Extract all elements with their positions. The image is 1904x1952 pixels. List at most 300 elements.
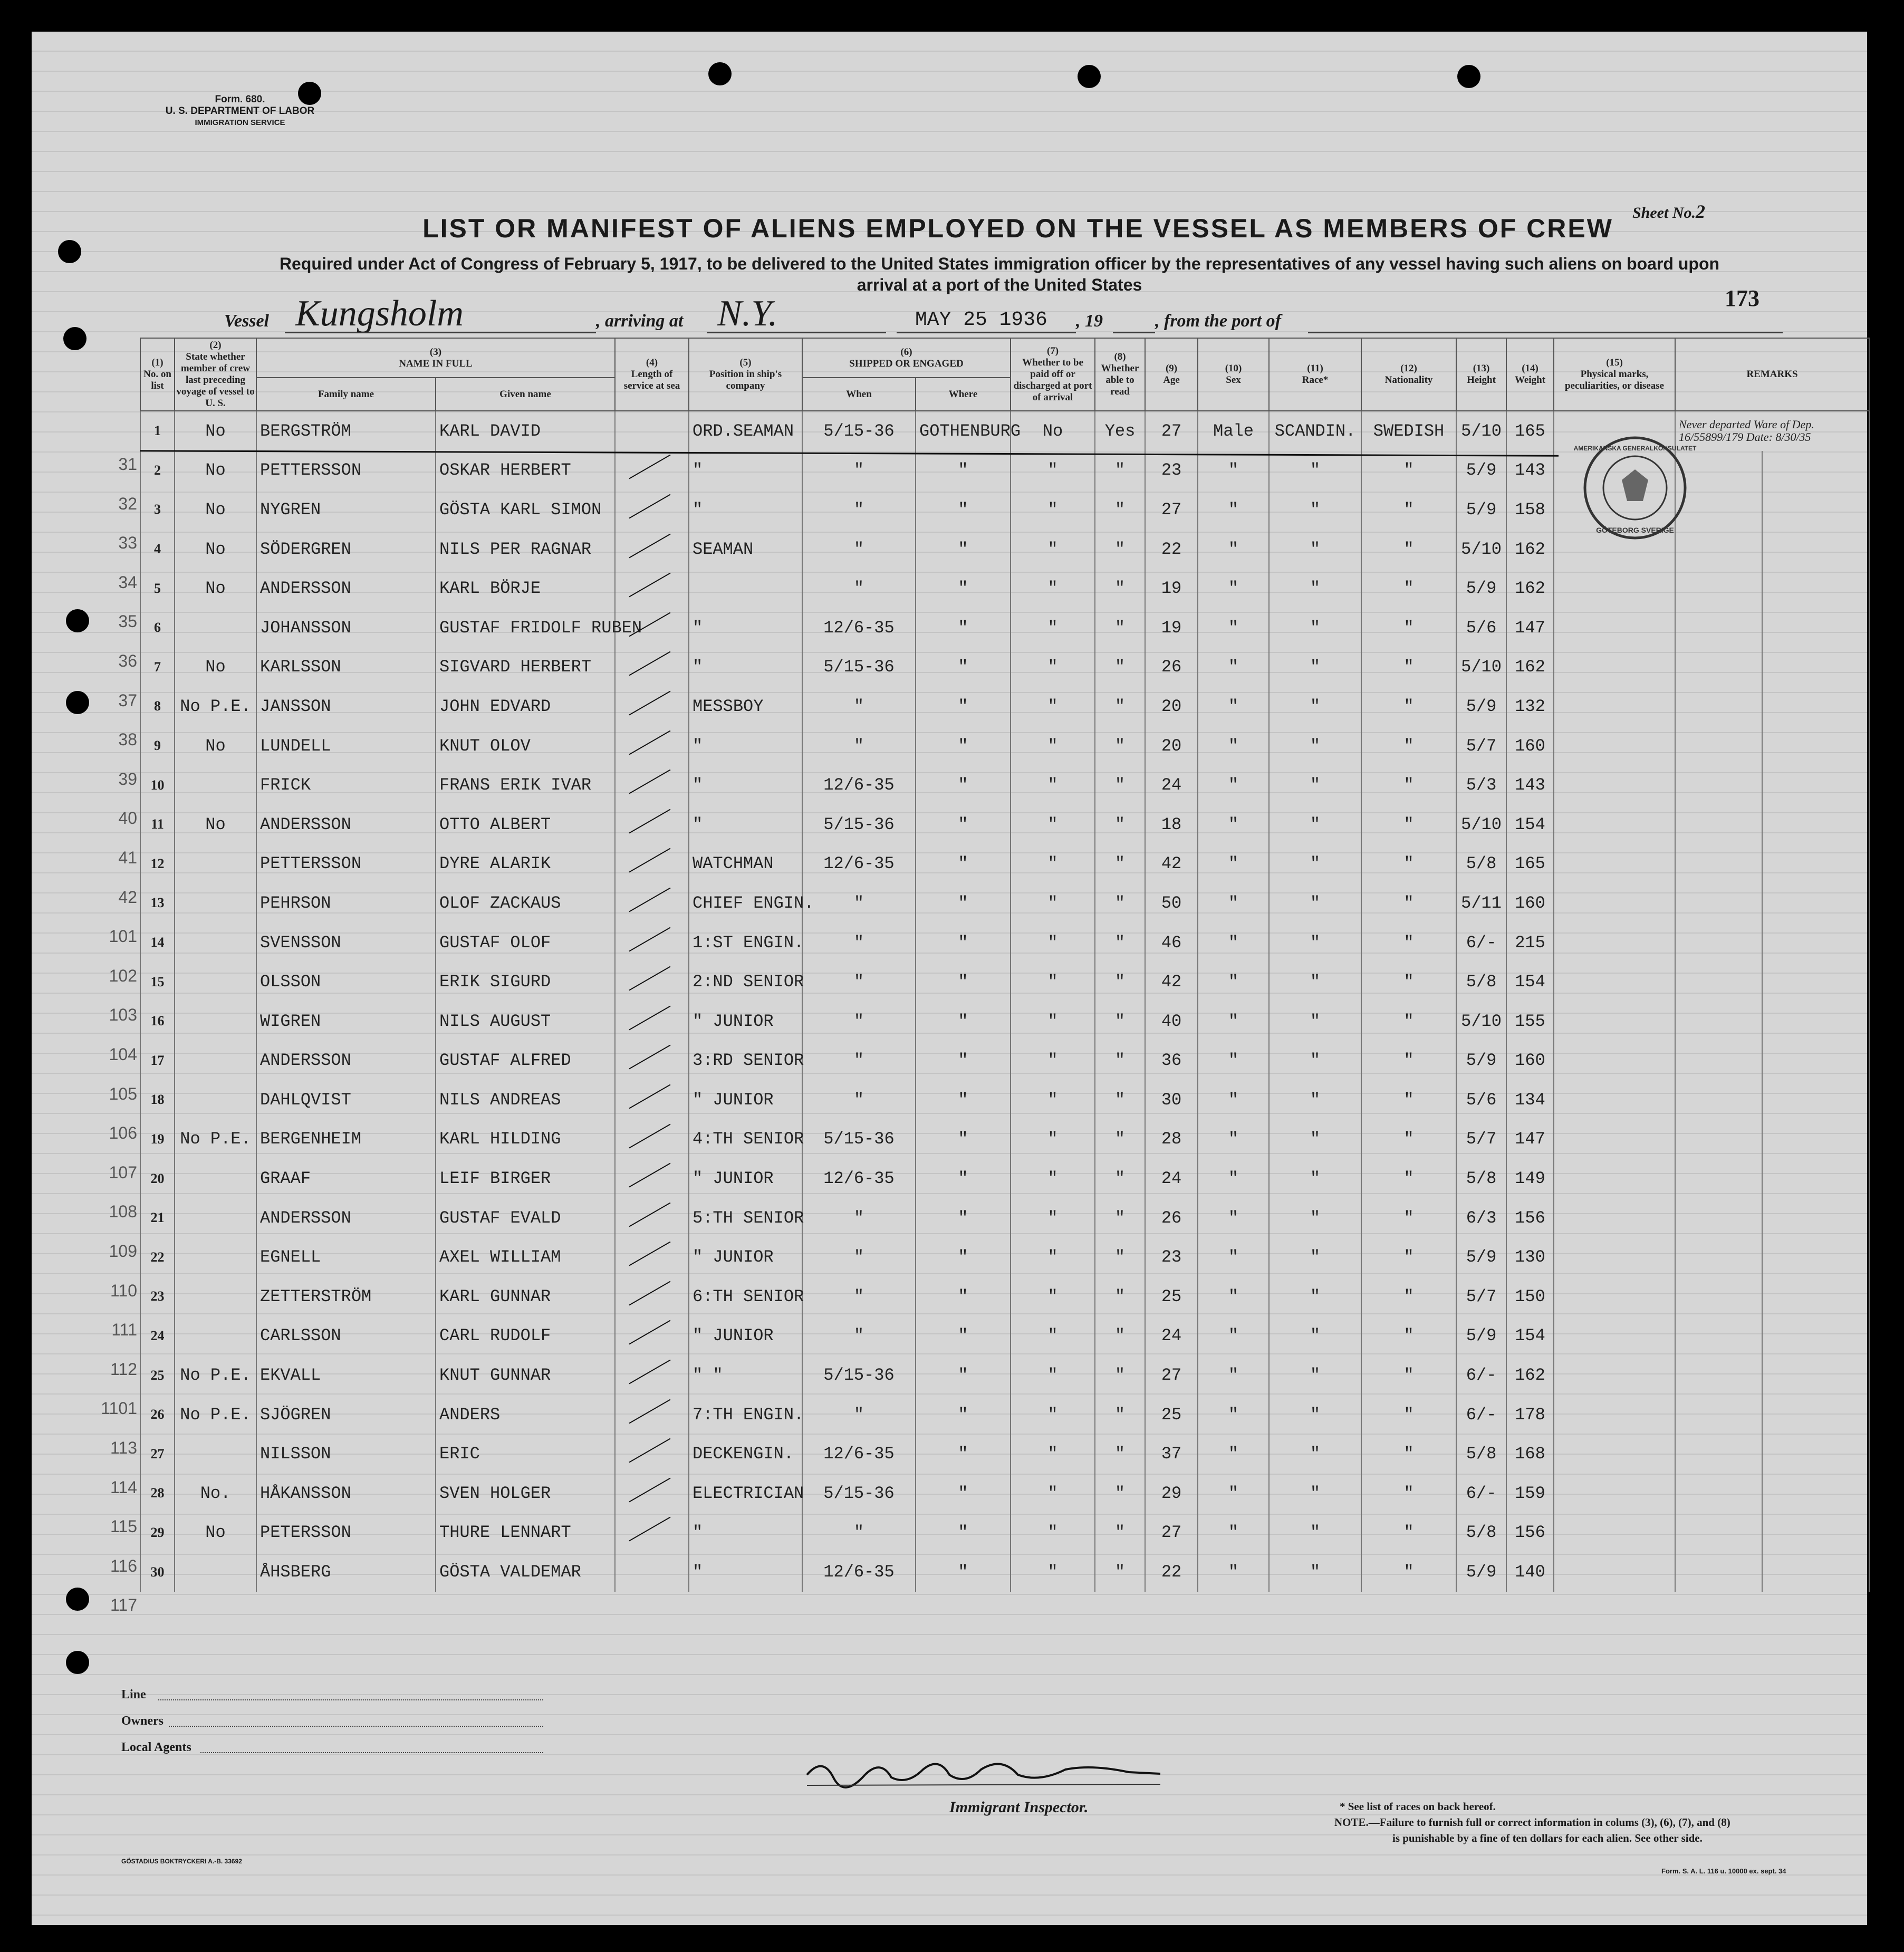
cell-sex: " (1198, 1395, 1269, 1435)
inspector-label: Immigrant Inspector. (949, 1799, 1089, 1816)
cell-shipped-when: " (802, 451, 916, 491)
cell-sex: " (1198, 608, 1269, 648)
form-code: Form. S. A. L. 116 u. 10000 ex. sept. 34 (1661, 1867, 1786, 1875)
cell-remarks (1675, 1355, 1762, 1395)
cell-physical-marks (1554, 844, 1675, 884)
cell-shipped-when: " (802, 726, 916, 766)
cell-able-to-read: " (1095, 1080, 1145, 1120)
cell-shipped-when: 5/15-36 (802, 411, 916, 451)
cell-remarks-extra (1762, 569, 1869, 608)
cell-nationality: " (1361, 1237, 1456, 1277)
cell-height: 5/9 (1456, 490, 1506, 530)
margin-number: 35 (118, 612, 137, 631)
document-title: LIST OR MANIFEST OF ALIENS EMPLOYED ON THE VESSEL AS MEMBERS OF CREW (422, 214, 1613, 243)
service-tick (629, 573, 671, 598)
cell-remarks-extra (1762, 1316, 1869, 1356)
cell-paid-off: " (1011, 530, 1095, 569)
cell-physical-marks (1554, 1316, 1675, 1356)
margin-number: 101 (109, 927, 137, 946)
cell-remarks (1675, 1198, 1762, 1238)
cell-given-name: GÖSTA VALDEMAR (436, 1552, 615, 1592)
cell-shipped-where: " (916, 530, 1011, 569)
margin-number: 109 (109, 1242, 137, 1261)
cell-sex: " (1198, 569, 1269, 608)
cell-able-to-read: " (1095, 1395, 1145, 1435)
cell-shipped-where: " (916, 1513, 1011, 1553)
cell-weight: 168 (1506, 1434, 1554, 1474)
cell-length-of-service (615, 648, 689, 687)
service-tick (629, 1163, 671, 1188)
service-tick (629, 691, 671, 716)
cell-remarks (1675, 608, 1762, 648)
cell-given-name: CARL RUDOLF (436, 1316, 615, 1356)
cell-nationality: " (1361, 962, 1456, 1002)
cell-previous-voyage (175, 1080, 256, 1120)
service-tick (629, 651, 671, 676)
cell-race: " (1269, 805, 1361, 844)
col-sex: (10) Sex (1198, 338, 1269, 411)
cell-paid-off: " (1011, 1002, 1095, 1041)
margin-number: 104 (109, 1045, 137, 1064)
cell-family-name: DAHLQVIST (256, 1080, 436, 1120)
service-name: IMMIGRATION SERVICE (195, 118, 285, 127)
cell-row-number: 23 (140, 1277, 175, 1316)
service-tick (629, 1202, 671, 1227)
inspector-signature (791, 1754, 1171, 1791)
table-row (140, 1041, 1869, 1081)
margin-number: 41 (118, 848, 137, 867)
cell-race: " (1269, 1120, 1361, 1159)
col-number-on-list: (1) No. on list (140, 338, 175, 411)
cell-length-of-service (615, 1316, 689, 1356)
margin-number: 111 (111, 1320, 137, 1340)
cell-shipped-where: " (916, 1552, 1011, 1592)
cell-previous-voyage (175, 1434, 256, 1474)
cell-length-of-service (615, 883, 689, 923)
cell-remarks (1675, 1159, 1762, 1198)
sheet-label: Sheet No. (1632, 204, 1696, 222)
cell-shipped-where: " (916, 1316, 1011, 1356)
cell-given-name: KARL HILDING (436, 1120, 615, 1159)
table-row (140, 844, 1869, 884)
service-tick (629, 1084, 671, 1109)
col-remarks: REMARKS (1675, 338, 1869, 411)
service-tick (629, 730, 671, 755)
cell-remarks-extra (1762, 962, 1869, 1002)
service-tick (629, 966, 671, 991)
cell-paid-off: " (1011, 923, 1095, 963)
table-row (140, 962, 1869, 1002)
cell-weight: 162 (1506, 569, 1554, 608)
cell-shipped-where: " (916, 687, 1011, 726)
cell-shipped-when: 5/15-36 (802, 648, 916, 687)
margin-number: 103 (109, 1005, 137, 1025)
cell-nationality: " (1361, 765, 1456, 805)
cell-physical-marks (1554, 687, 1675, 726)
margin-number: 37 (118, 690, 137, 710)
cell-shipped-where: " (916, 726, 1011, 766)
cell-remarks (1675, 1513, 1762, 1553)
cell-physical-marks (1554, 962, 1675, 1002)
table-row (140, 1434, 1869, 1474)
cell-paid-off: " (1011, 1434, 1095, 1474)
cell-length-of-service (615, 1277, 689, 1316)
cell-age: 23 (1145, 1237, 1198, 1277)
cell-shipped-where: " (916, 883, 1011, 923)
cell-sex: " (1198, 648, 1269, 687)
cell-height: 6/- (1456, 1474, 1506, 1513)
cell-previous-voyage: No (175, 530, 256, 569)
cell-physical-marks (1554, 1474, 1675, 1513)
cell-race: " (1269, 1316, 1361, 1356)
cell-given-name: THURE LENNART (436, 1513, 615, 1553)
cell-able-to-read: " (1095, 883, 1145, 923)
col-length-of-service: (4) Length of service at sea (615, 338, 689, 411)
cell-remarks (1675, 1041, 1762, 1081)
cell-height: 5/9 (1456, 1552, 1506, 1592)
cell-sex: " (1198, 844, 1269, 884)
subtitle-line-2: arrival at a port of the United States (857, 275, 1142, 294)
cell-physical-marks (1554, 1355, 1675, 1395)
cell-able-to-read: " (1095, 726, 1145, 766)
margin-number: 115 (110, 1517, 137, 1536)
cell-family-name: PETTERSSON (256, 451, 436, 491)
cell-weight: 147 (1506, 608, 1554, 648)
cell-shipped-where: " (916, 1474, 1011, 1513)
cell-remarks (1675, 1316, 1762, 1356)
cell-shipped-when: " (802, 490, 916, 530)
cell-length-of-service (615, 1120, 689, 1159)
cell-height: 5/8 (1456, 1434, 1506, 1474)
cell-nationality: " (1361, 1552, 1456, 1592)
cell-length-of-service (615, 569, 689, 608)
cell-physical-marks (1554, 608, 1675, 648)
cell-height: 5/7 (1456, 726, 1506, 766)
page-number: 173 (1725, 285, 1759, 311)
cell-height: 5/8 (1456, 1159, 1506, 1198)
cell-position (689, 569, 802, 608)
cell-age: 24 (1145, 765, 1198, 805)
cell-nationality: " (1361, 726, 1456, 766)
cell-age: 40 (1145, 1002, 1198, 1041)
cell-paid-off: " (1011, 1552, 1095, 1592)
cell-shipped-when: 12/6-35 (802, 608, 916, 648)
cell-length-of-service (615, 962, 689, 1002)
cell-nationality: " (1361, 569, 1456, 608)
cell-height: 5/11 (1456, 883, 1506, 923)
cell-shipped-when: " (802, 1080, 916, 1120)
cell-age: 30 (1145, 1080, 1198, 1120)
line-label: Line (121, 1688, 146, 1701)
cell-shipped-when: " (802, 1237, 916, 1277)
cell-height: 5/8 (1456, 844, 1506, 884)
cell-row-number: 6 (140, 608, 175, 648)
col-name-in-full: (3) NAME IN FULL (256, 338, 615, 378)
cell-remarks-extra (1762, 687, 1869, 726)
cell-paid-off: " (1011, 962, 1095, 1002)
cell-physical-marks (1554, 1080, 1675, 1120)
cell-given-name: JOHN EDVARD (436, 687, 615, 726)
col-shipped-engaged: (6) SHIPPED OR ENGAGED (802, 338, 1011, 378)
cell-given-name: GUSTAF OLOF (436, 923, 615, 963)
cell-able-to-read: " (1095, 1355, 1145, 1395)
cell-physical-marks (1554, 1002, 1675, 1041)
cell-nationality: " (1361, 1395, 1456, 1435)
cell-position: 7:TH ENGIN. (689, 1395, 802, 1435)
cell-able-to-read: " (1095, 687, 1145, 726)
cell-row-number: 22 (140, 1237, 175, 1277)
cell-length-of-service (615, 1434, 689, 1474)
cell-age: 24 (1145, 1159, 1198, 1198)
margin-number: 36 (118, 651, 137, 670)
cell-weight: 165 (1506, 411, 1554, 451)
cell-race: " (1269, 1080, 1361, 1120)
cell-row-number: 16 (140, 1002, 175, 1041)
cell-paid-off: " (1011, 1395, 1095, 1435)
table-row (140, 1237, 1869, 1277)
cell-shipped-where: " (916, 1080, 1011, 1120)
cell-family-name: ZETTERSTRÖM (256, 1277, 436, 1316)
table-row (140, 687, 1869, 726)
service-tick (629, 1517, 671, 1542)
cell-row-number: 26 (140, 1395, 175, 1435)
table-row (140, 1002, 1869, 1041)
cell-remarks (1675, 648, 1762, 687)
cell-paid-off: " (1011, 1120, 1095, 1159)
cell-sex: " (1198, 765, 1269, 805)
cell-remarks (1675, 726, 1762, 766)
cell-remarks-extra (1762, 1159, 1869, 1198)
cell-nationality: " (1361, 687, 1456, 726)
cell-able-to-read: " (1095, 1198, 1145, 1238)
cell-nationality: " (1361, 883, 1456, 923)
cell-remarks (1675, 805, 1762, 844)
cell-height: 5/8 (1456, 962, 1506, 1002)
cell-age: 22 (1145, 1552, 1198, 1592)
cell-shipped-when: " (802, 1513, 916, 1553)
cell-previous-voyage: No (175, 451, 256, 491)
margin-number: 105 (109, 1084, 137, 1103)
cell-able-to-read: " (1095, 805, 1145, 844)
margin-number: 106 (109, 1123, 137, 1143)
cell-family-name: SVENSSON (256, 923, 436, 963)
cell-sex: " (1198, 883, 1269, 923)
cell-nationality: " (1361, 648, 1456, 687)
cell-given-name: ERIK SIGURD (436, 962, 615, 1002)
cell-physical-marks (1554, 1513, 1675, 1553)
cell-able-to-read: " (1095, 530, 1145, 569)
cell-remarks-extra (1762, 1041, 1869, 1081)
cell-remarks-extra (1762, 1513, 1869, 1553)
cell-length-of-service (615, 490, 689, 530)
seal-bottom-text: GÖTEBORG SVERIGE (1596, 526, 1674, 534)
cell-race: " (1269, 1513, 1361, 1553)
cell-shipped-where: " (916, 1237, 1011, 1277)
cell-weight: 156 (1506, 1198, 1554, 1238)
cell-remarks (1675, 883, 1762, 923)
margin-number: 1101 (101, 1399, 137, 1418)
punch-hole (58, 240, 81, 263)
cell-row-number: 8 (140, 687, 175, 726)
cell-length-of-service (615, 451, 689, 491)
cell-weight: 140 (1506, 1552, 1554, 1592)
cell-able-to-read: " (1095, 1434, 1145, 1474)
cell-sex: " (1198, 1513, 1269, 1553)
cell-row-number: 7 (140, 648, 175, 687)
cell-nationality: " (1361, 451, 1456, 491)
cell-sex: " (1198, 726, 1269, 766)
cell-able-to-read: " (1095, 1237, 1145, 1277)
cell-shipped-when: 5/15-36 (802, 1120, 916, 1159)
table-row (140, 765, 1869, 805)
service-tick (629, 927, 671, 951)
cell-height: 5/9 (1456, 1316, 1506, 1356)
cell-remarks-extra (1762, 765, 1869, 805)
cell-weight: 162 (1506, 1355, 1554, 1395)
cell-row-number: 1 (140, 411, 175, 451)
margin-number: 108 (109, 1202, 137, 1222)
punch-hole (66, 691, 89, 714)
cell-length-of-service (615, 1159, 689, 1198)
sheet-value: 2 (1696, 201, 1705, 222)
cell-row-number: 4 (140, 530, 175, 569)
cell-race: " (1269, 1198, 1361, 1238)
cell-row-number: 27 (140, 1434, 175, 1474)
crew-rows (140, 411, 1869, 1592)
cell-weight: 154 (1506, 962, 1554, 1002)
cell-physical-marks (1554, 1120, 1675, 1159)
cell-paid-off: " (1011, 648, 1095, 687)
cell-nationality: " (1361, 1277, 1456, 1316)
cell-height: 5/6 (1456, 1080, 1506, 1120)
cell-height: 5/10 (1456, 1002, 1506, 1041)
cell-given-name: GUSTAF EVALD (436, 1198, 615, 1238)
margin-number: 110 (110, 1281, 137, 1300)
cell-shipped-when: " (802, 923, 916, 963)
cell-height: 5/10 (1456, 648, 1506, 687)
cell-paid-off: " (1011, 1041, 1095, 1081)
cell-shipped-where: " (916, 1434, 1011, 1474)
cell-family-name: KARLSSON (256, 648, 436, 687)
table-row (140, 726, 1869, 766)
printer-imprint: GÖSTADIUS BOKTRYCKERI A.-B. 33692 (121, 1858, 242, 1865)
cell-sex: " (1198, 1277, 1269, 1316)
arriving-label: , arriving at (596, 311, 684, 331)
cell-remarks-extra (1762, 923, 1869, 963)
cell-remarks-extra (1762, 1080, 1869, 1120)
cell-length-of-service (615, 1002, 689, 1041)
subtitle-line-1: Required under Act of Congress of February 5, 1917, to be delivered to the United States immigration officer by the representatives of any vessel having such aliens on board upon (279, 254, 1720, 273)
cell-position: 5:TH SENIOR (689, 1198, 802, 1238)
table-row (140, 1316, 1869, 1356)
cell-able-to-read: " (1095, 1552, 1145, 1592)
cell-shipped-when: " (802, 1277, 916, 1316)
cell-family-name: BERGSTRÖM (256, 411, 436, 451)
cell-position: DECKENGIN. (689, 1434, 802, 1474)
cell-paid-off: No (1011, 411, 1095, 451)
cell-physical-marks (1554, 1552, 1675, 1592)
cell-age: 42 (1145, 844, 1198, 884)
cell-family-name: WIGREN (256, 1002, 436, 1041)
cell-remarks (1675, 1434, 1762, 1474)
table-row (140, 1198, 1869, 1238)
service-tick (629, 1123, 671, 1148)
cell-length-of-service (615, 608, 689, 648)
cell-weight: 160 (1506, 1041, 1554, 1081)
cell-shipped-when: " (802, 530, 916, 569)
cell-sex: " (1198, 1355, 1269, 1395)
cell-previous-voyage (175, 608, 256, 648)
cell-given-name: GUSTAF ALFRED (436, 1041, 615, 1081)
cell-family-name: HÅKANSSON (256, 1474, 436, 1513)
cell-race: " (1269, 1159, 1361, 1198)
cell-physical-marks (1554, 765, 1675, 805)
cell-given-name: SVEN HOLGER (436, 1474, 615, 1513)
cell-shipped-when: 12/6-35 (802, 1552, 916, 1592)
cell-family-name: SÖDERGREN (256, 530, 436, 569)
margin-number: 40 (118, 809, 137, 828)
service-tick (629, 1005, 671, 1030)
cell-age: 18 (1145, 805, 1198, 844)
service-tick (629, 455, 671, 479)
cell-sex: " (1198, 1237, 1269, 1277)
cell-previous-voyage (175, 883, 256, 923)
cell-age: 29 (1145, 1474, 1198, 1513)
cell-remarks (1675, 569, 1762, 608)
cell-height: 5/8 (1456, 1513, 1506, 1553)
cell-row-number: 14 (140, 923, 175, 963)
date-stamp: MAY 25 1936 (915, 309, 1047, 331)
note-line-1: NOTE.—Failure to furnish full or correct information in colums (3), (6), (7), and (8) (1334, 1816, 1730, 1829)
service-tick (629, 1477, 671, 1502)
table-row (140, 1355, 1869, 1395)
cell-shipped-where: " (916, 648, 1011, 687)
cell-remarks-extra (1762, 451, 1869, 491)
cell-sex: " (1198, 490, 1269, 530)
cell-previous-voyage: No (175, 411, 256, 451)
cell-shipped-when: 12/6-35 (802, 1434, 916, 1474)
cell-height: 5/3 (1456, 765, 1506, 805)
table-row (140, 1395, 1869, 1435)
cell-remarks-extra (1762, 608, 1869, 648)
cell-paid-off: " (1011, 844, 1095, 884)
col-height: (13) Height (1456, 338, 1506, 411)
cell-position: " (689, 765, 802, 805)
cell-weight: 150 (1506, 1277, 1554, 1316)
cell-shipped-where: " (916, 765, 1011, 805)
vessel-name: Kungsholm (295, 293, 464, 334)
document-subtitle (222, 253, 1777, 295)
cell-family-name: JOHANSSON (256, 608, 436, 648)
cell-able-to-read: " (1095, 1277, 1145, 1316)
punch-hole (708, 62, 732, 85)
cell-shipped-when: " (802, 1395, 916, 1435)
cell-weight: 147 (1506, 1120, 1554, 1159)
cell-shipped-when: 12/6-35 (802, 765, 916, 805)
cell-remarks-extra (1762, 648, 1869, 687)
service-tick (629, 1045, 671, 1070)
cell-family-name: GRAAF (256, 1159, 436, 1198)
punch-hole (66, 1588, 89, 1611)
cell-age: 27 (1145, 490, 1198, 530)
cell-given-name: KARL DAVID (436, 411, 615, 451)
cell-physical-marks (1554, 1159, 1675, 1198)
cell-paid-off: " (1011, 490, 1095, 530)
cell-physical-marks (1554, 726, 1675, 766)
col-race: (11) Race* (1269, 338, 1361, 411)
cell-position: ORD.SEAMAN (689, 411, 802, 451)
cell-row-number: 5 (140, 569, 175, 608)
